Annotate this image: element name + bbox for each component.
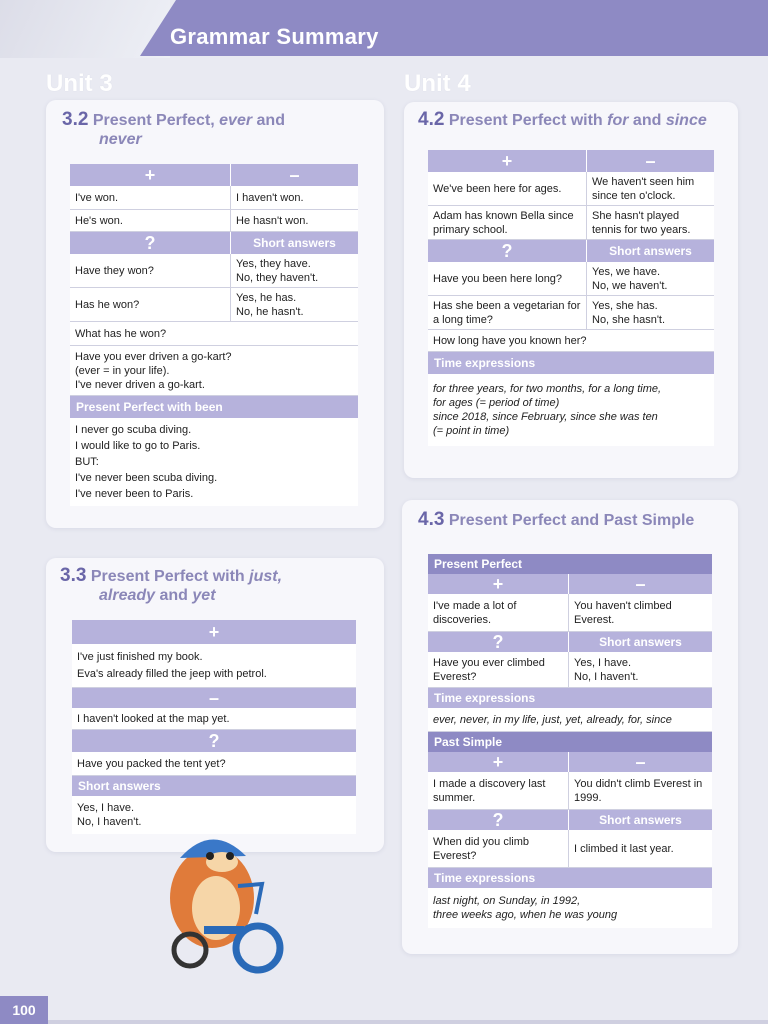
- section-4-3-title: [418, 510, 734, 530]
- cell-text: No, he hasn't.: [236, 305, 304, 318]
- cell-text: No, I haven't.: [574, 670, 639, 683]
- plus-symbol: +: [492, 751, 504, 772]
- title-part: and: [628, 112, 666, 129]
- cell-text: Yes, I have.: [77, 802, 135, 814]
- section-3-2-title: [62, 110, 372, 149]
- question-symbol: ?: [492, 631, 504, 652]
- cell-text: (= point in time): [433, 425, 510, 437]
- page-title: Grammar Summary: [170, 24, 379, 49]
- short-answers-header: [72, 776, 356, 796]
- minus-header: [568, 752, 712, 772]
- time-expressions-header: [428, 352, 714, 374]
- cell-text: Yes, they have.: [236, 257, 311, 270]
- cell-text: How long have you known her?: [433, 334, 587, 347]
- title-part: ever: [219, 112, 253, 129]
- question-header: [428, 810, 568, 830]
- table-cell: [72, 708, 356, 729]
- cell-text: Have you packed the tent yet?: [77, 757, 226, 770]
- cell-text: BUT:: [75, 456, 99, 468]
- question-header: [428, 240, 586, 262]
- title-part: just,: [249, 568, 283, 585]
- cell-text: You didn't climb Everest in 1999.: [574, 777, 703, 804]
- cell-text: three weeks ago, when he was young: [433, 909, 618, 921]
- title-part: and: [155, 587, 193, 604]
- minus-symbol: –: [289, 164, 300, 185]
- header-text: Short answers: [78, 779, 161, 793]
- table-cell: [586, 206, 714, 239]
- header-text: Time expressions: [434, 356, 536, 370]
- cell-text: I would like to go to Paris.: [75, 440, 201, 452]
- section-number: 3.3: [60, 565, 87, 586]
- cell-text: I haven't won.: [236, 191, 304, 204]
- section-4-2-title: [418, 110, 734, 130]
- cell-text: I never go scuba diving.: [75, 424, 192, 436]
- title-part: Present Perfect,: [92, 112, 220, 129]
- table-cell: [568, 830, 712, 867]
- cell-text: Have you ever climbed Everest?: [433, 656, 545, 683]
- cell-text: I've never driven a go-kart.: [75, 378, 205, 391]
- table-cell: [428, 172, 586, 205]
- table-cell: [230, 254, 358, 287]
- section-number: 4.2: [418, 109, 445, 130]
- table-cell: [428, 206, 586, 239]
- cell-text: Yes, we have.: [592, 265, 661, 278]
- cell-text: I've won.: [75, 191, 119, 204]
- title-part: Present Perfect with: [90, 568, 250, 585]
- section-number: 4.3: [418, 509, 445, 530]
- plus-header: [70, 164, 230, 186]
- cell-text: He's won.: [75, 214, 123, 227]
- cell-text: I've never been to Paris.: [75, 488, 194, 500]
- cell-text: What has he won?: [75, 327, 167, 340]
- table-4-3: [428, 554, 712, 928]
- short-answers-header: [568, 810, 712, 830]
- past-simple-header: [428, 732, 712, 752]
- table-cell: [230, 210, 358, 231]
- plus-header: [428, 752, 568, 772]
- table-cell: [70, 288, 230, 321]
- table-cell: [568, 594, 712, 631]
- question-symbol: ?: [208, 730, 220, 751]
- table-cell: [568, 652, 712, 687]
- cell-text: Has he won?: [75, 298, 140, 311]
- table-cell: [70, 322, 358, 345]
- question-header: [70, 232, 230, 254]
- minus-symbol: –: [208, 687, 219, 708]
- cell-text: Yes, I have.: [574, 656, 632, 669]
- title-part: yet: [192, 587, 216, 604]
- minus-header: [568, 574, 712, 594]
- cell-text: Have you ever driven a go-kart?: [75, 350, 232, 363]
- time-expressions-block: [428, 374, 714, 446]
- bottom-rule: [48, 1020, 768, 1024]
- table-cell: [428, 708, 712, 731]
- minus-header: [230, 164, 358, 186]
- plus-symbol: +: [492, 573, 504, 594]
- title-part: already: [99, 587, 156, 604]
- header-text: Present Perfect: [434, 557, 523, 571]
- cell-text: I've just finished my book.: [77, 650, 203, 663]
- minus-header: [72, 688, 356, 708]
- minus-symbol: –: [645, 150, 656, 171]
- table-cell: [428, 262, 586, 295]
- cell-text: last night, on Sunday, in 1992,: [433, 895, 581, 907]
- short-answers-header: [568, 632, 712, 652]
- cell-text: since 2018, since February, since she was ten: [433, 411, 658, 423]
- time-expressions-header: [428, 868, 712, 888]
- table-cell: [428, 296, 586, 329]
- cell-text: I've made a lot of discoveries.: [433, 599, 517, 626]
- unit-4-label: Unit 4: [404, 70, 471, 97]
- table-cell: [72, 644, 356, 687]
- cell-text: We've been here for ages.: [433, 182, 562, 195]
- section-3-3-title: [60, 566, 370, 605]
- cell-text: I climbed it last year.: [574, 842, 674, 855]
- present-perfect-header: [428, 554, 712, 574]
- table-cell: [428, 772, 568, 809]
- header-text: Time expressions: [434, 871, 536, 885]
- cell-text: Have you been here long?: [433, 272, 563, 285]
- table-cell: [70, 254, 230, 287]
- plus-symbol: +: [208, 621, 220, 642]
- table-cell: [428, 652, 568, 687]
- cell-text: I haven't looked at the map yet.: [77, 712, 230, 725]
- cell-text: I've never been scuba diving.: [75, 472, 218, 484]
- table-cell: [428, 330, 714, 351]
- table-cell: [586, 296, 714, 329]
- cell-text: Have they won?: [75, 264, 154, 277]
- ever-never-block: [70, 346, 358, 395]
- table-cell: [230, 288, 358, 321]
- time-expressions-block: [428, 888, 712, 928]
- cell-text: ever, never, in my life, just, yet, already, for, since: [433, 713, 672, 726]
- title-part: since: [665, 112, 707, 129]
- table-cell: [428, 594, 568, 631]
- cell-text: I made a discovery last summer.: [433, 777, 546, 804]
- minus-symbol: –: [635, 751, 646, 772]
- page-number: 100: [0, 996, 48, 1024]
- short-answers-header: [230, 232, 358, 254]
- header-text: Time expressions: [434, 691, 536, 705]
- header-text: Short answers: [599, 635, 682, 649]
- table-3-2: [70, 164, 358, 506]
- cell-text: No, we haven't.: [592, 279, 668, 292]
- plus-header: [428, 574, 568, 594]
- cell-text: Eva's already filled the jeep with petrol.: [77, 667, 267, 680]
- header-text: Past Simple: [434, 735, 503, 749]
- plus-symbol: +: [501, 150, 513, 171]
- cell-text: for three years, for two months, for a long time,: [433, 383, 662, 395]
- plus-header: [428, 150, 586, 172]
- hamster-mascot-illustration: [160, 826, 296, 976]
- been-header: [70, 396, 358, 418]
- table-cell: [70, 186, 230, 209]
- cell-text: No, she hasn't.: [592, 313, 666, 326]
- time-expressions-header: [428, 688, 712, 708]
- header-text: Short answers: [599, 813, 682, 827]
- title-part: never: [99, 131, 142, 148]
- cell-text: He hasn't won.: [236, 214, 309, 227]
- cell-text: When did you climb Everest?: [433, 835, 529, 862]
- cell-text: Yes, she has.: [592, 299, 658, 312]
- question-symbol: ?: [501, 240, 513, 261]
- cell-text: Has she been a vegetarian for a long time?: [433, 299, 581, 326]
- unit-3-label: Unit 3: [46, 70, 113, 97]
- plus-header: [72, 620, 356, 644]
- cell-text: Adam has known Bella since primary school.: [433, 209, 574, 236]
- table-cell: [70, 210, 230, 231]
- cell-text: We haven't seen him since ten o'clock.: [592, 175, 695, 202]
- section-number: 3.2: [62, 109, 89, 130]
- cell-text: No, they haven't.: [236, 271, 319, 284]
- title-part: Present Perfect with: [448, 112, 608, 129]
- cell-text: for ages (= period of time): [433, 397, 560, 409]
- table-cell: [428, 830, 568, 867]
- minus-header: [586, 150, 714, 172]
- plus-symbol: +: [144, 164, 156, 185]
- been-block: [70, 418, 358, 506]
- cell-text: No, I haven't.: [77, 816, 142, 828]
- cell-text: (ever = in your life).: [75, 364, 170, 377]
- table-cell: [568, 772, 712, 809]
- table-3-3: [72, 620, 356, 834]
- title-part: Present Perfect and Past Simple: [448, 512, 695, 529]
- header-text: Short answers: [609, 244, 692, 258]
- short-answers-header: [586, 240, 714, 262]
- cell-text: You haven't climbed Everest.: [574, 599, 672, 626]
- question-header: [428, 632, 568, 652]
- title-part: for: [607, 112, 629, 129]
- minus-symbol: –: [635, 573, 646, 594]
- header-text: Present Perfect with been: [76, 400, 223, 414]
- table-cell: [230, 186, 358, 209]
- title-part: and: [252, 112, 285, 129]
- header-text: Short answers: [253, 236, 336, 250]
- cell-text: She hasn't played tennis for two years.: [592, 209, 691, 236]
- table-cell: [72, 752, 356, 775]
- table-4-2: [428, 150, 714, 446]
- cell-text: Yes, he has.: [236, 291, 297, 304]
- question-header: [72, 730, 356, 752]
- table-cell: [586, 172, 714, 205]
- question-symbol: ?: [492, 809, 504, 830]
- question-symbol: ?: [144, 232, 156, 253]
- table-cell: [586, 262, 714, 295]
